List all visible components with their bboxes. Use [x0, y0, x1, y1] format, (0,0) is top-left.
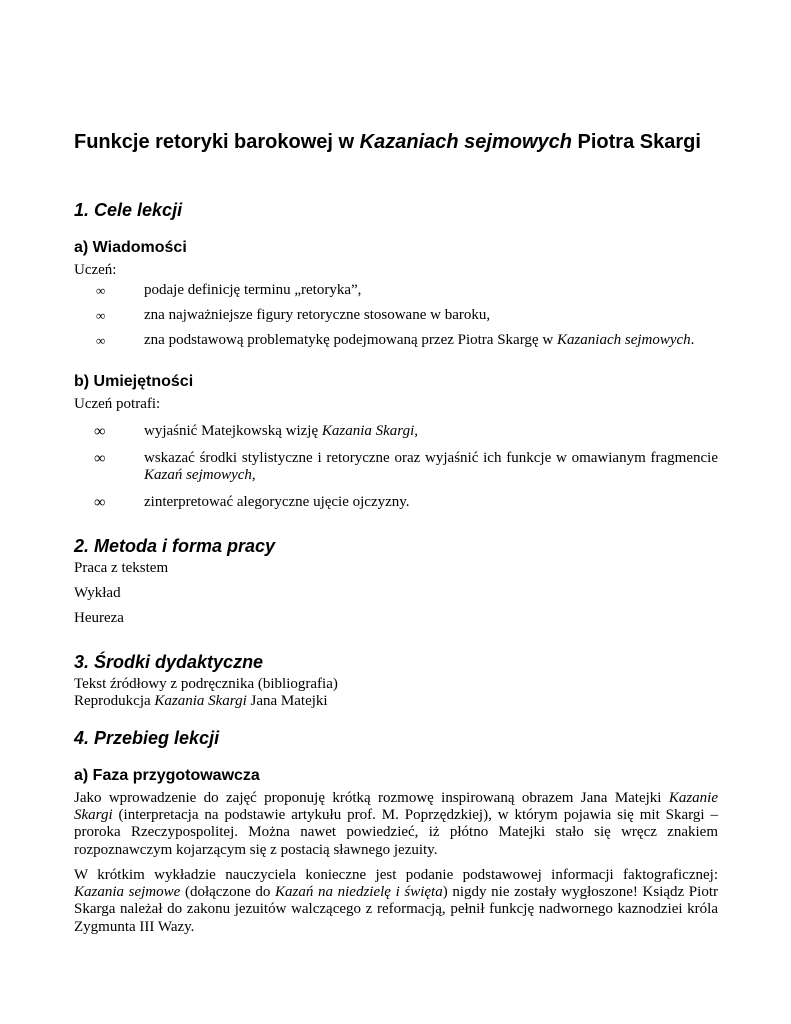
skills-intro: Uczeń potrafi: — [74, 396, 161, 412]
infinity-bullet-icon: ∞ — [94, 450, 106, 467]
resource-item: Tekst źródłowy z podręcznika (bibliografia) — [74, 676, 338, 692]
section-heading-method: 2. Metoda i forma pracy — [74, 536, 276, 556]
section-heading-goals: 1. Cele lekcji — [74, 200, 183, 220]
document-title — [74, 130, 718, 155]
list-item-text: wyjaśnić Matejkowską wizję Kazania Skargi, — [144, 423, 418, 439]
infinity-bullet-icon: ∞ — [94, 423, 106, 440]
list-item-text: zna podstawową problematykę podejmowaną przez Piotra Skargę w Kazaniach sejmowych. — [144, 332, 695, 348]
list-item-text: zinterpretować alegoryczne ujęcie ojczyzny. — [144, 494, 410, 510]
method-item: Wykład — [74, 585, 121, 601]
method-item: Heureza — [74, 610, 124, 626]
title-text: Funkcje retoryki barokowej w — [74, 131, 360, 153]
paragraph: Jako wprowadzenie do zajęć proponuję krótką rozmowę inspirowaną obrazem Jana Matejki Kazanie Skargi (interpretacja na podstawie artykułu prof. M. Poprzędzkiej), w którym pojawia się mit Skargi – proroka Rzeczypospolitej. Można nawet powiedzieć, iż płótno Matejki stało się wręcz znakiem rozpoznawczym kojarzącym się z postacią sławnego jezuity. — [74, 790, 718, 858]
title-italic: Kazaniach sejmowych — [359, 131, 572, 153]
list-item-text: wskazać środki stylistyczne i retoryczne oraz wyjaśnić ich funkcje w omawianym fragmencie Kazań sejmowych, — [144, 450, 718, 483]
infinity-bullet-icon: ∞ — [96, 283, 106, 298]
infinity-bullet-icon: ∞ — [96, 308, 106, 323]
method-item: Praca z tekstem — [74, 560, 169, 576]
knowledge-intro: Uczeń: — [74, 262, 117, 278]
infinity-bullet-icon: ∞ — [94, 494, 106, 511]
title-text-end: Piotra Skargi — [571, 131, 701, 153]
list-item-text: podaje definicję terminu „retoryka”, — [144, 282, 362, 298]
paragraph: W krótkim wykładzie nauczyciela konieczne jest podanie podstawowej informacji faktograficznej: Kazania sejmowe (dołączone do Kazań na niedzielę i święta) nigdy nie zostały wygłoszone! Ksiądz Piotr Skarga należał do zakonu jezuitów walczącego z reformacją, pełnił funkcję nadwornego kaznodziei króla Zygmunta III Wazy. — [74, 867, 718, 935]
subheading-skills: b) Umiejętności — [74, 373, 194, 390]
list-item-text: zna najważniejsze figury retoryczne stosowane w baroku, — [144, 307, 491, 323]
infinity-bullet-icon: ∞ — [96, 333, 106, 348]
subheading-knowledge: a) Wiadomości — [74, 239, 187, 256]
resource-item: Reprodukcja Kazania Skargi Jana Matejki — [74, 693, 328, 709]
subheading-preparation: a) Faza przygotowawcza — [74, 767, 260, 784]
section-heading-resources: 3. Środki dydaktyczne — [74, 652, 264, 672]
section-heading-lesson-plan: 4. Przebieg lekcji — [74, 728, 220, 748]
